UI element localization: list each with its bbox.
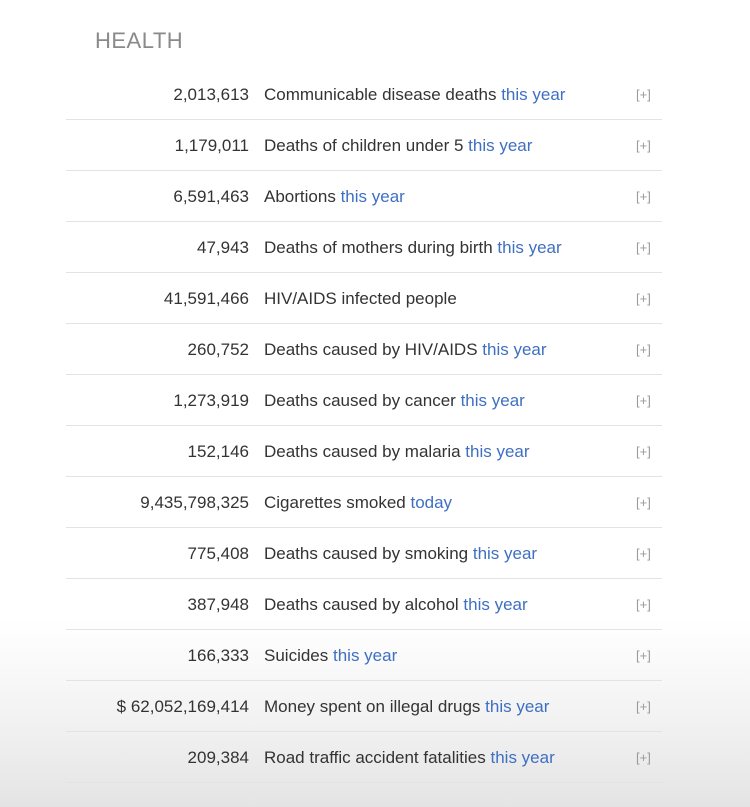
expand-button[interactable]: [+]: [636, 291, 651, 306]
stat-period-link[interactable]: this year: [460, 391, 525, 410]
stat-value: 9,435,798,325: [140, 493, 249, 512]
stat-label-text: Deaths caused by alcohol: [264, 595, 459, 614]
stat-value: 47,943: [197, 238, 249, 257]
stat-value: 1,273,919: [173, 391, 249, 410]
stat-row-maternal-deaths: [66, 222, 662, 273]
stat-label: [264, 171, 405, 222]
stat-value: 2,013,613: [173, 85, 249, 104]
stat-period-link[interactable]: this year: [465, 442, 530, 461]
stat-label-text: Road traffic accident fatalities: [264, 748, 486, 767]
stat-label-text: Cigarettes smoked: [264, 493, 406, 512]
stat-label-text: Communicable disease deaths: [264, 85, 497, 104]
stat-value: 775,408: [187, 544, 249, 563]
expand-button[interactable]: [+]: [636, 546, 651, 561]
expand-button[interactable]: [+]: [636, 444, 651, 459]
stat-value: 387,948: [187, 595, 249, 614]
expand-button[interactable]: [+]: [636, 597, 651, 612]
stat-period-link[interactable]: this year: [472, 544, 538, 563]
stat-period-link[interactable]: this year: [340, 187, 405, 206]
stat-label: [264, 69, 565, 120]
stat-label-text: Suicides: [264, 646, 329, 665]
stat-value: 152,146: [187, 442, 249, 461]
stat-label-text: HIV/AIDS infected people: [264, 289, 457, 308]
stat-label: [264, 732, 555, 783]
stat-row-hiv-deaths: [66, 324, 662, 375]
stat-label: [264, 222, 562, 273]
stat-label: [264, 273, 457, 324]
stat-row-illegal-drugs-spending: [66, 681, 662, 732]
stat-period-link[interactable]: this year: [497, 238, 562, 257]
stat-value: 260,752: [187, 340, 249, 359]
stat-period-link[interactable]: this year: [333, 646, 398, 665]
expand-button[interactable]: [+]: [636, 342, 651, 357]
stat-label: [264, 120, 532, 171]
stat-row-malaria-deaths: [66, 426, 662, 477]
stat-label-text: Abortions: [264, 187, 336, 206]
stat-label: [264, 324, 547, 375]
expand-button[interactable]: [+]: [636, 240, 651, 255]
section-title: HEALTH: [95, 28, 184, 53]
stat-label-text: Deaths caused by malaria: [264, 442, 461, 461]
stat-label: [264, 630, 397, 681]
expand-button[interactable]: [+]: [636, 495, 651, 510]
stat-row-cigarettes-smoked: [66, 477, 662, 528]
stat-row-smoking-deaths: [66, 528, 662, 579]
stat-row-alcohol-deaths: [66, 579, 662, 630]
stat-label-text: Deaths of mothers during birth: [264, 238, 493, 257]
expand-button[interactable]: [+]: [636, 189, 651, 204]
stat-period-link[interactable]: today: [410, 493, 453, 512]
stat-row-suicides: [66, 630, 662, 681]
stat-label: [264, 579, 528, 630]
stat-row-abortions: [66, 171, 662, 222]
expand-button[interactable]: [+]: [636, 87, 651, 102]
stat-row-hiv-infected: [66, 273, 662, 324]
stat-period-link[interactable]: this year: [490, 748, 555, 767]
expand-button[interactable]: [+]: [636, 138, 651, 153]
stats-list: [66, 69, 662, 783]
stat-label: [264, 477, 452, 528]
stat-row-road-traffic-fatalities: [66, 732, 662, 783]
stat-label: [264, 681, 549, 732]
stat-label-text: Money spent on illegal drugs: [264, 697, 481, 716]
stat-period-link[interactable]: this year: [463, 595, 528, 614]
stat-value: 6,591,463: [173, 187, 249, 206]
stat-label-text: Deaths caused by HIV/AIDS: [264, 340, 478, 359]
stat-period-link[interactable]: this year: [482, 340, 547, 359]
stat-value: $ 62,052,169,414: [116, 697, 249, 716]
stat-period-link[interactable]: this year: [468, 136, 533, 155]
stat-label-text: Deaths caused by cancer: [264, 391, 456, 410]
stat-value: 41,591,466: [163, 289, 249, 308]
stat-value: 166,333: [187, 646, 249, 665]
stat-row-communicable-disease-deaths: [66, 69, 662, 120]
stat-period-link[interactable]: this year: [485, 697, 550, 716]
expand-button[interactable]: [+]: [636, 699, 651, 714]
stat-value: 209,384: [187, 748, 249, 767]
stat-label-text: Deaths caused by smoking: [264, 544, 469, 563]
stat-period-link[interactable]: this year: [501, 85, 566, 104]
stat-row-child-deaths: [66, 120, 662, 171]
expand-button[interactable]: [+]: [636, 648, 651, 663]
stat-label-text: Deaths of children under 5: [264, 136, 464, 155]
stat-row-cancer-deaths: [66, 375, 662, 426]
expand-button[interactable]: [+]: [636, 750, 651, 765]
stat-value: 1,179,011: [174, 136, 249, 155]
stat-label: [264, 426, 530, 477]
stat-label: [264, 528, 537, 579]
stat-label: [264, 375, 525, 426]
expand-button[interactable]: [+]: [636, 393, 651, 408]
